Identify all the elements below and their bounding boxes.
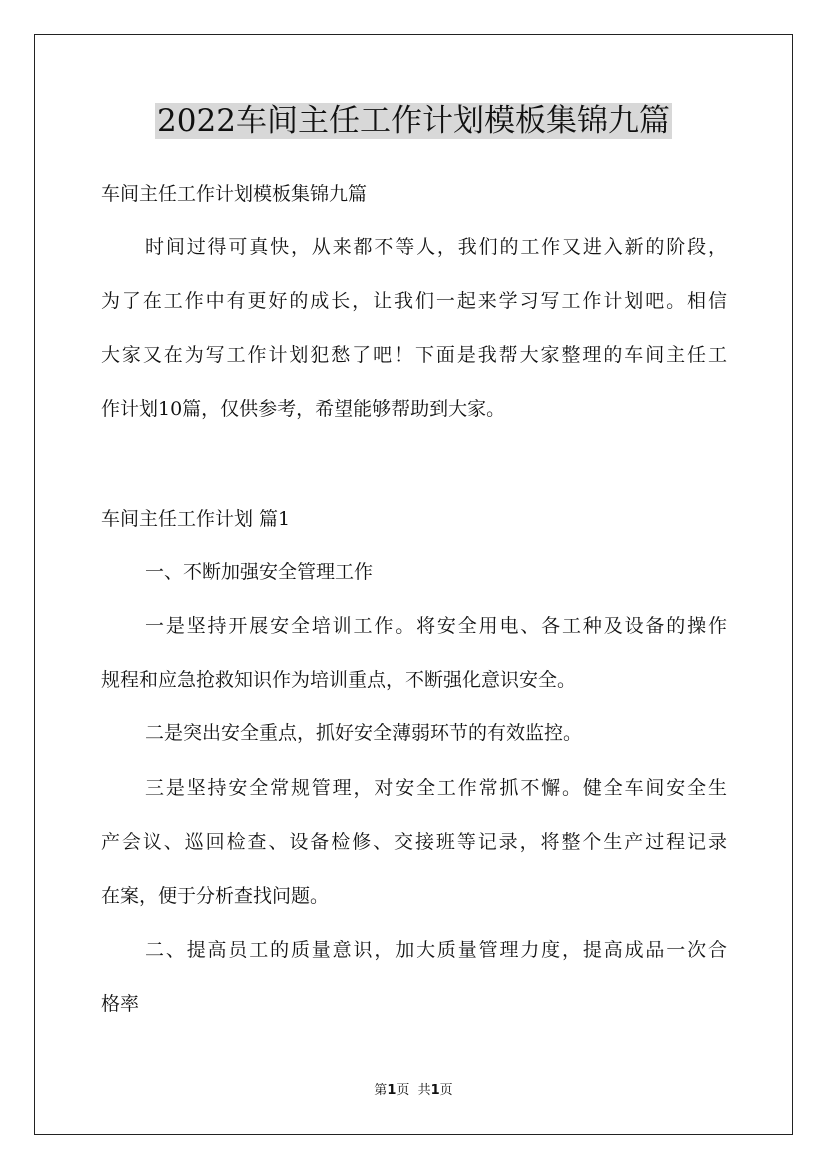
item2-heading-line1: 二、提高员工的质量意识，加大质量管理力度，提高成品一次合 [145,939,727,961]
intro-line-3: 大家又在为写工作计划犯愁了吧！下面是我帮大家整理的车间主任工 [101,344,727,366]
item1-paragraph1-line2: 规程和应急抢救知识作为培训重点，不断强化意识安全。 [101,669,577,691]
document-title-text: 2022车间主任工作计划模板集锦九篇 [157,103,670,139]
item1-paragraph2: 二是突出安全重点，抓好安全薄弱环节的有效监控。 [145,722,583,744]
intro-line-2: 为了在工作中有更好的成长，让我们一起来学习写工作计划吧。相信 [101,290,727,312]
item1-paragraph1-line1: 一是坚持开展安全培训工作。将安全用电、各工种及设备的操作 [145,615,727,637]
item1-paragraph3-line2: 产会议、巡回检查、设备检修、交接班等记录，将整个生产过程记录 [101,831,727,853]
current-page-number: 1 [387,1083,397,1098]
item1-paragraph3-line1: 三是坚持安全常规管理，对安全工作常抓不懈。健全车间安全生 [145,777,727,799]
item1-heading: 一、不断加强安全管理工作 [145,561,374,583]
intro-line-1: 时间过得可真快，从来都不等人，我们的工作又进入新的阶段， [145,236,727,258]
item2-heading-line2: 格率 [101,993,140,1015]
document-subtitle: 车间主任工作计划模板集锦九篇 [101,183,368,205]
total-pages-number: 1 [430,1083,440,1098]
document-title [0,99,827,143]
page-footer: 第1页 共1页 [374,1083,453,1098]
item1-paragraph3-line3: 在案，便于分析查找问题。 [101,885,330,907]
intro-line-4: 作计划10篇，仅供参考，希望能够帮助到大家。 [101,398,506,420]
section-heading: 车间主任工作计划 篇1 [101,508,291,530]
